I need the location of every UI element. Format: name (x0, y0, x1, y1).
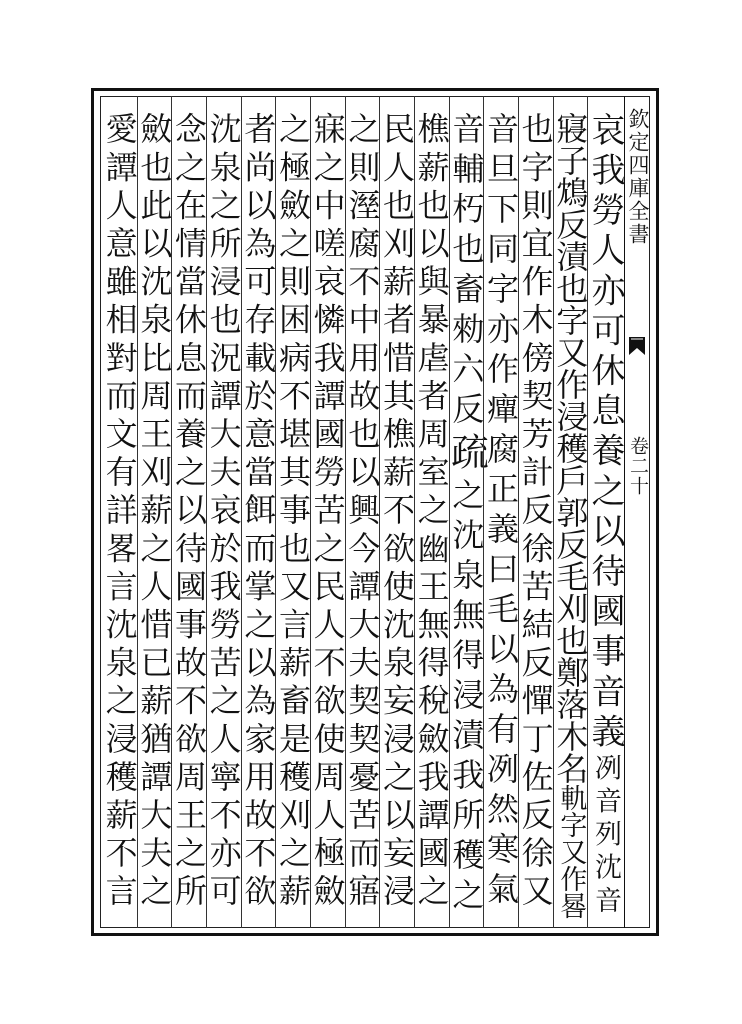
column-rule (171, 96, 172, 928)
annotation-text: 音旦下同字亦作癉腐正義曰毛以為有冽然寒氣 (481, 112, 520, 912)
annotation-text: 也字則宜作木傍契芳計反徐苦結反憚丁佐反徐又 (516, 112, 555, 913)
text-column-15 (102, 112, 137, 918)
column-rule (518, 96, 519, 928)
column-rule (553, 96, 554, 928)
column-rule (587, 96, 588, 928)
shu-marker: 疏 (444, 432, 489, 478)
text-column-6 (414, 112, 449, 918)
annotation-text: 民人也刈薪者惜其樵薪不欲使沈泉妄浸之以妄浸 (377, 112, 416, 913)
annotation-text: 愛譚人意雖相對而文有詳畧言沈泉之浸穫薪不言 (100, 112, 139, 913)
text-column-10 (275, 112, 310, 918)
annotation-text: 念之在情當休息而養之以待國事故不欲周王之所 (169, 112, 208, 913)
column-rule (345, 96, 346, 928)
annotation-text: 之極斂之則困病不堪其事也又言薪畜是穫刈之薪 (273, 112, 312, 913)
column-rule (206, 96, 207, 928)
annotation-tail: 冽音列沈音 (589, 753, 621, 920)
column-rule (241, 96, 242, 928)
text-column-4 (483, 112, 518, 918)
column-rule (483, 96, 484, 928)
text-column-1 (584, 112, 625, 920)
text-column-9 (310, 112, 345, 918)
column-rule (275, 96, 276, 928)
column-rule (449, 96, 450, 928)
text-column-2 (553, 112, 588, 918)
volume-number: 卷二十 (627, 436, 649, 496)
text-column-7 (379, 112, 414, 918)
annotation-text: 沈泉之所浸也況譚大夫哀於我勞苦之人寧不亦可 (204, 112, 243, 913)
annotation-text: 音輔朽也畜勑六反 (447, 112, 486, 432)
text-column-12 (206, 112, 241, 918)
annotation-tail: 軌字又作晷 (555, 784, 587, 919)
main-text: 哀我勞人亦可休息養之以待國事音義 (584, 112, 625, 754)
book-title: 欽定四庫全書 (626, 108, 650, 246)
column-rule (310, 96, 311, 928)
text-column-11 (241, 112, 276, 918)
annotation-text: 寢子鴆反漬也字又作浸穫戶郭反毛刈也鄭落木名 (551, 112, 590, 784)
column-rule (379, 96, 380, 928)
annotation-text: 斂也此以沈泉比周王刈薪之人惜已薪猶譚大夫之 (135, 112, 174, 913)
annotation-text: 樵薪也以與暴虐者周室之幽王無得稅斂我譚國之 (412, 112, 451, 913)
annotation-text: 寐之中嗟哀憐我譚國勞苦之民人不欲使周人極斂 (308, 112, 347, 913)
text-column-3 (518, 112, 553, 918)
column-rule (137, 96, 138, 928)
annotation-text: 之則溼腐不中用故也以興今譚大夫契契憂苦而寤 (343, 112, 382, 913)
text-column-13 (171, 112, 206, 918)
text-column-14 (137, 112, 172, 918)
text-column-5 (444, 112, 489, 918)
annotation-text: 之沈泉無得浸漬我所穫之 (447, 478, 486, 918)
annotation-text: 者尚以為可存載於意當餌而掌之以為家用故不欲 (239, 112, 278, 913)
column-rule (414, 96, 415, 928)
fish-tail-mark-icon (628, 335, 646, 357)
text-column-8 (345, 112, 380, 918)
